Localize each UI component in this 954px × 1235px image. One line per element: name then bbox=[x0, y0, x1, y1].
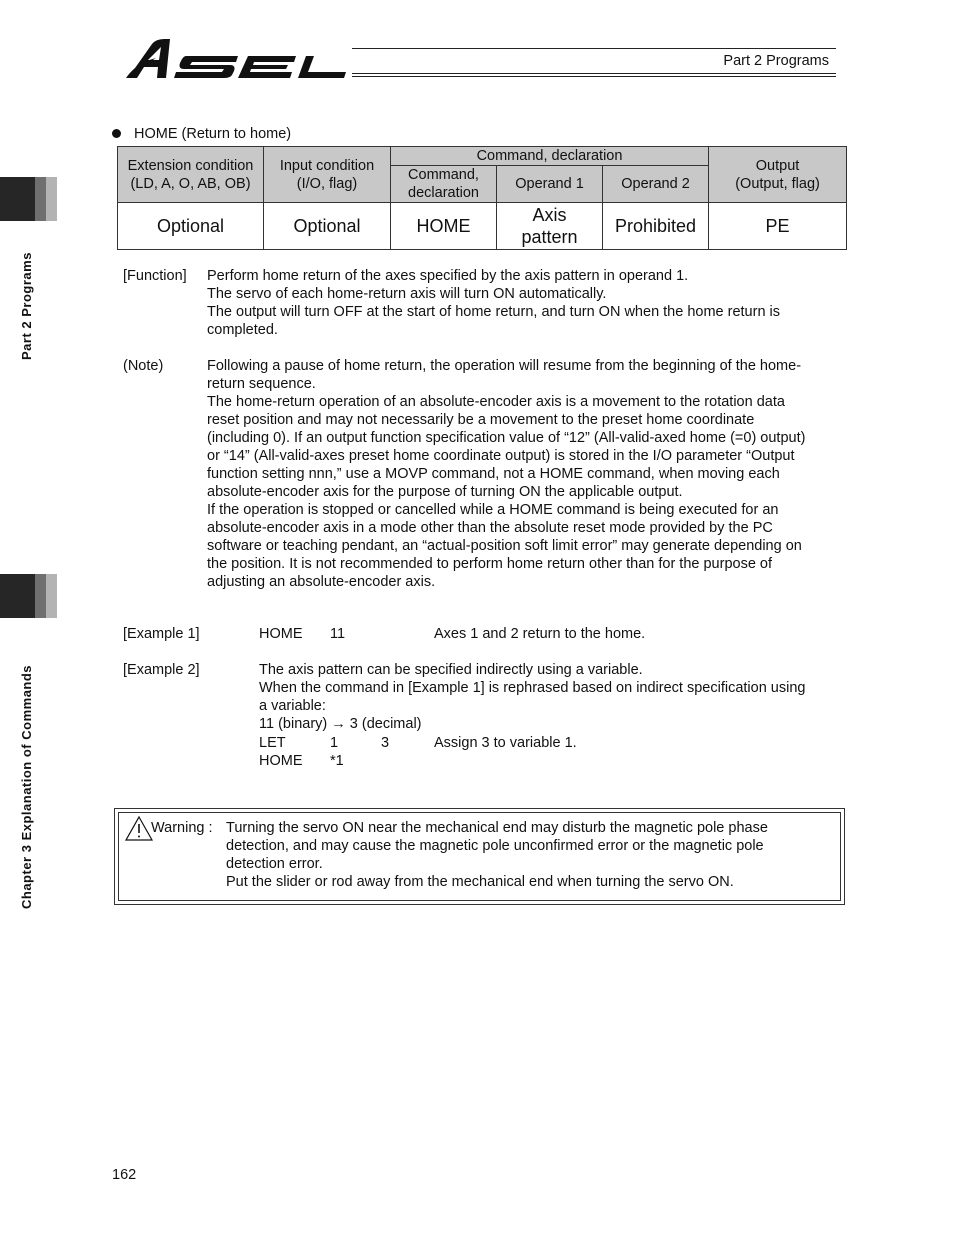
cell-input: Optional bbox=[264, 203, 391, 250]
header-operand2: Operand 2 bbox=[603, 166, 709, 203]
warning-icon bbox=[124, 815, 154, 842]
example1-label: [Example 1] bbox=[123, 626, 200, 642]
asel-logo bbox=[126, 38, 348, 80]
header-output: Output (Output, flag) bbox=[709, 147, 847, 203]
function-label: [Function] bbox=[123, 268, 187, 284]
example2-text: The axis pattern can be specified indirectly using a variable. When the command in [Example 1] is rephrased based on indirect specification using a variable: 11 (binary) → 3 (decimal) bbox=[259, 662, 806, 732]
warning-label: Warning : bbox=[151, 820, 213, 836]
example2-home-command: HOME bbox=[259, 753, 303, 769]
header-command-group: Command, declaration bbox=[391, 147, 709, 166]
side-label-chapter: Chapter 3 Explanation of Commands bbox=[19, 664, 34, 909]
cell-command: HOME bbox=[391, 203, 497, 250]
example2-let-operand1: 1 bbox=[330, 735, 339, 751]
cell-operand1: Axis pattern bbox=[497, 203, 603, 250]
header-command: Command, declaration bbox=[391, 166, 497, 203]
warning-text: Turning the servo ON near the mechanical end may disturb the magnetic pole phase detection, and may cause the magnetic pole unconfirmed error or the magnetic pole detection error. Put the slider or rod away from the mechanical end when turning the servo ON. bbox=[226, 820, 768, 890]
example2-let-command: LET bbox=[259, 735, 286, 751]
command-table bbox=[117, 146, 847, 250]
example2-home-operand1: *1 bbox=[330, 753, 344, 769]
example2-let-operand2: 3 bbox=[381, 735, 390, 751]
section-title: HOME (Return to home) bbox=[134, 126, 292, 142]
side-tab-part bbox=[0, 177, 57, 221]
cell-operand2: Prohibited bbox=[603, 203, 709, 250]
example1-comment: Axes 1 and 2 return to the home. bbox=[434, 626, 646, 642]
cell-output: PE bbox=[709, 203, 847, 250]
header-rule bbox=[352, 73, 836, 74]
function-text: Perform home return of the axes specified by the axis pattern in operand 1. The servo of each home-return axis will turn ON automatically. The output will turn OFF at the start of home return, and turn ON when the home return is completed. bbox=[207, 268, 781, 338]
header-operand1: Operand 1 bbox=[497, 166, 603, 203]
header-part-label: Part 2 Programs bbox=[723, 53, 829, 69]
example2-let-comment: Assign 3 to variable 1. bbox=[434, 735, 577, 751]
header-rule bbox=[352, 48, 836, 49]
page-number: 162 bbox=[112, 1167, 137, 1183]
side-tab-chapter bbox=[0, 574, 57, 618]
example2-label: [Example 2] bbox=[123, 662, 200, 678]
cell-ext: Optional bbox=[118, 203, 264, 250]
note-text: Following a pause of home return, the operation will resume from the beginning of the home- return sequence. The home-return operation of an absolute-encoder axis is a movement to the rotation data reset position and may not necessarily be a movement to the preset home coordinate (including 0). If an output function specification value of “12” (All-valid-axed home (=0) output) or “14” (All-valid-axes preset home coordinate output) is stored in the I/O parameter “Output function setting nnn,” use a MOVP command, not a HOME command, when moving each absolute-encoder axis for the purpose of turning ON the applicable output. If the operation is stopped or cancelled while a HOME command is being executed for an absolute-encoder axis in a mode other than the absolute reset mode provided by the PC software or teaching pendant, an “actual-position soft limit error” may generate depending on the position. It is not recommended to perform home return other than for the purpose of adjusting an absolute-encoder axis. bbox=[207, 358, 806, 590]
example1-operand1: 11 bbox=[330, 626, 346, 642]
note-label: (Note) bbox=[123, 358, 164, 374]
bullet-icon bbox=[112, 129, 121, 138]
header-rule bbox=[352, 76, 836, 77]
header-ext-condition: Extension condition (LD, A, O, AB, OB) bbox=[118, 147, 264, 203]
side-label-part: Part 2 Programs bbox=[19, 252, 34, 360]
example1-command: HOME bbox=[259, 626, 303, 642]
header-input-condition: Input condition (I/O, flag) bbox=[264, 147, 391, 203]
